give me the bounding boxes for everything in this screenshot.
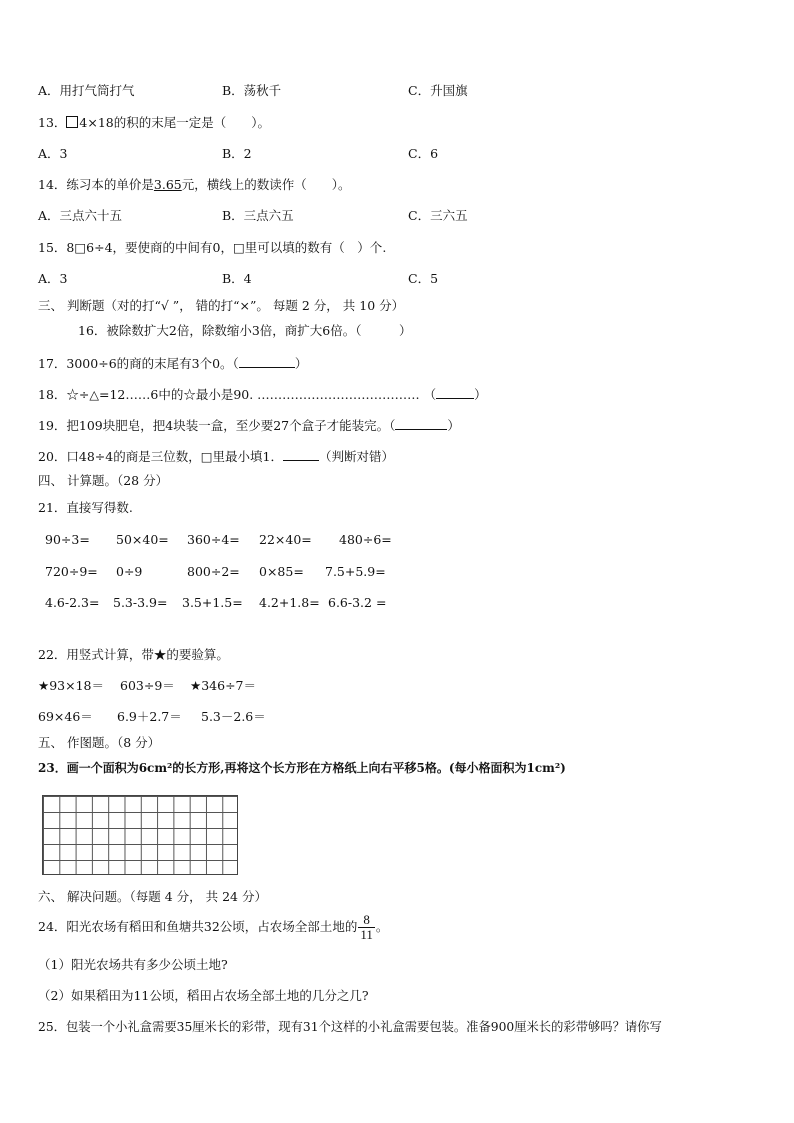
q23: 23．画一个面积为6cm²的长方形,再将这个长方形在方格纸上向右平移5格。(每小格面积为1cm²) xyxy=(38,761,566,775)
q21: 21．直接写得数. xyxy=(38,500,133,515)
answer-blank[interactable] xyxy=(436,386,474,399)
q16: 16．被除数扩大2倍，除数缩小3倍，商扩大6倍。（ ） xyxy=(78,323,412,338)
section-3-heading: 三、 判断题（对的打“√ ”， 错的打“×”。 每题 2 分， 共 10 分） xyxy=(38,298,405,313)
q20: 20．口48÷4的商是三位数，□里最小填1． （判断对错） xyxy=(38,449,395,464)
vertical-calc-item: ★93×18＝ xyxy=(38,678,104,693)
calc-item: 0÷9 xyxy=(116,564,143,579)
q12-option-c: C．升国旗 xyxy=(408,83,468,98)
q19: 19．把109块肥皂，把4块装一盒，至少要27个盒子才能装完。（ ） xyxy=(38,418,460,433)
calc-item: 5.3-3.9= xyxy=(113,595,168,610)
calc-item: 50×40= xyxy=(116,532,169,547)
vertical-calc-item: 5.3－2.6＝ xyxy=(201,709,266,724)
grid-paper xyxy=(42,795,238,875)
q13-option-c: C．6 xyxy=(408,146,439,161)
q25: 25．包装一个小礼盒需要35厘米长的彩带，现有31个这样的小礼盒需要包装。准备900厘米长的彩带够吗？请你写 xyxy=(38,1020,662,1034)
q12-option-b: B．荡秋千 xyxy=(222,83,282,98)
q14-option-c: C．三六五 xyxy=(408,208,468,223)
q15-option-c: C．5 xyxy=(408,271,439,286)
calc-item: 360÷4= xyxy=(187,532,240,547)
q13-option-a: A．3 xyxy=(38,146,68,161)
answer-blank[interactable] xyxy=(239,355,295,368)
calc-item: 720÷9= xyxy=(45,564,98,579)
q24-part-2: （2）如果稻田为11公顷，稻田占农场全部土地的几分之几? xyxy=(38,988,369,1003)
q14-option-b: B．三点六五 xyxy=(222,208,294,223)
section-4-heading: 四、 计算题。（28 分） xyxy=(38,473,169,488)
calc-item: 90÷3= xyxy=(45,532,90,547)
q14-stem: 14．练习本的单价是3.65元，横线上的数读作（ ）。 xyxy=(38,177,351,192)
vertical-calc-item: 6.9＋2.7＝ xyxy=(117,709,182,724)
q13-stem: 13． 4×18的积的末尾一定是（ ）。 xyxy=(38,115,270,130)
underlined-value: 3.65 xyxy=(153,177,182,192)
q24-part-1: （1）阳光农场共有多少公顷土地? xyxy=(38,957,228,972)
calc-item: 22×40= xyxy=(259,532,312,547)
q24: 24．阳光农场有稻田和鱼塘共32公顷，占农场全部土地的 $\frac{8}{11}$ 。 xyxy=(38,912,389,942)
section-5-heading: 五、 作图题。（8 分） xyxy=(38,735,161,750)
answer-blank[interactable] xyxy=(283,448,319,461)
blank-box-icon xyxy=(66,116,78,128)
calc-item: 480÷6= xyxy=(339,532,392,547)
calc-item: 4.2+1.8= xyxy=(259,595,320,610)
fraction: $\frac{8}{11}$ xyxy=(360,912,373,942)
vertical-calc-item: 603÷9＝ xyxy=(120,678,175,693)
q13-option-b: B．2 xyxy=(222,146,252,161)
q18: 18．☆÷△=12……6中的☆最小是90. ………………………………… （ ） xyxy=(38,387,487,402)
calc-item: 800÷2= xyxy=(187,564,240,579)
q22: 22．用竖式计算，带★的要验算。 xyxy=(38,647,229,662)
answer-blank[interactable] xyxy=(395,417,447,430)
vertical-calc-item: 69×46＝ xyxy=(38,709,93,724)
vertical-calc-item: ★346÷7＝ xyxy=(190,678,256,693)
calc-item: 7.5+5.9= xyxy=(325,564,386,579)
q15-option-b: B．4 xyxy=(222,271,252,286)
calc-item: 3.5+1.5= xyxy=(182,595,243,610)
q15-option-a: A．3 xyxy=(38,271,68,286)
section-6-heading: 六、 解决问题。（每题 4 分， 共 24 分） xyxy=(38,889,267,904)
calc-item: 0×85= xyxy=(259,564,304,579)
q17: 17．3000÷6的商的末尾有3个0。（ ） xyxy=(38,356,308,371)
calc-item: 6.6-3.2 = xyxy=(328,595,387,610)
q12-option-a: A．用打气筒打气 xyxy=(38,83,135,98)
q15-stem: 15．8□6÷4，要使商的中间有0，□里可以填的数有（ ）个. xyxy=(38,240,387,255)
q14-option-a: A．三点六十五 xyxy=(38,208,123,223)
calc-item: 4.6-2.3= xyxy=(45,595,100,610)
